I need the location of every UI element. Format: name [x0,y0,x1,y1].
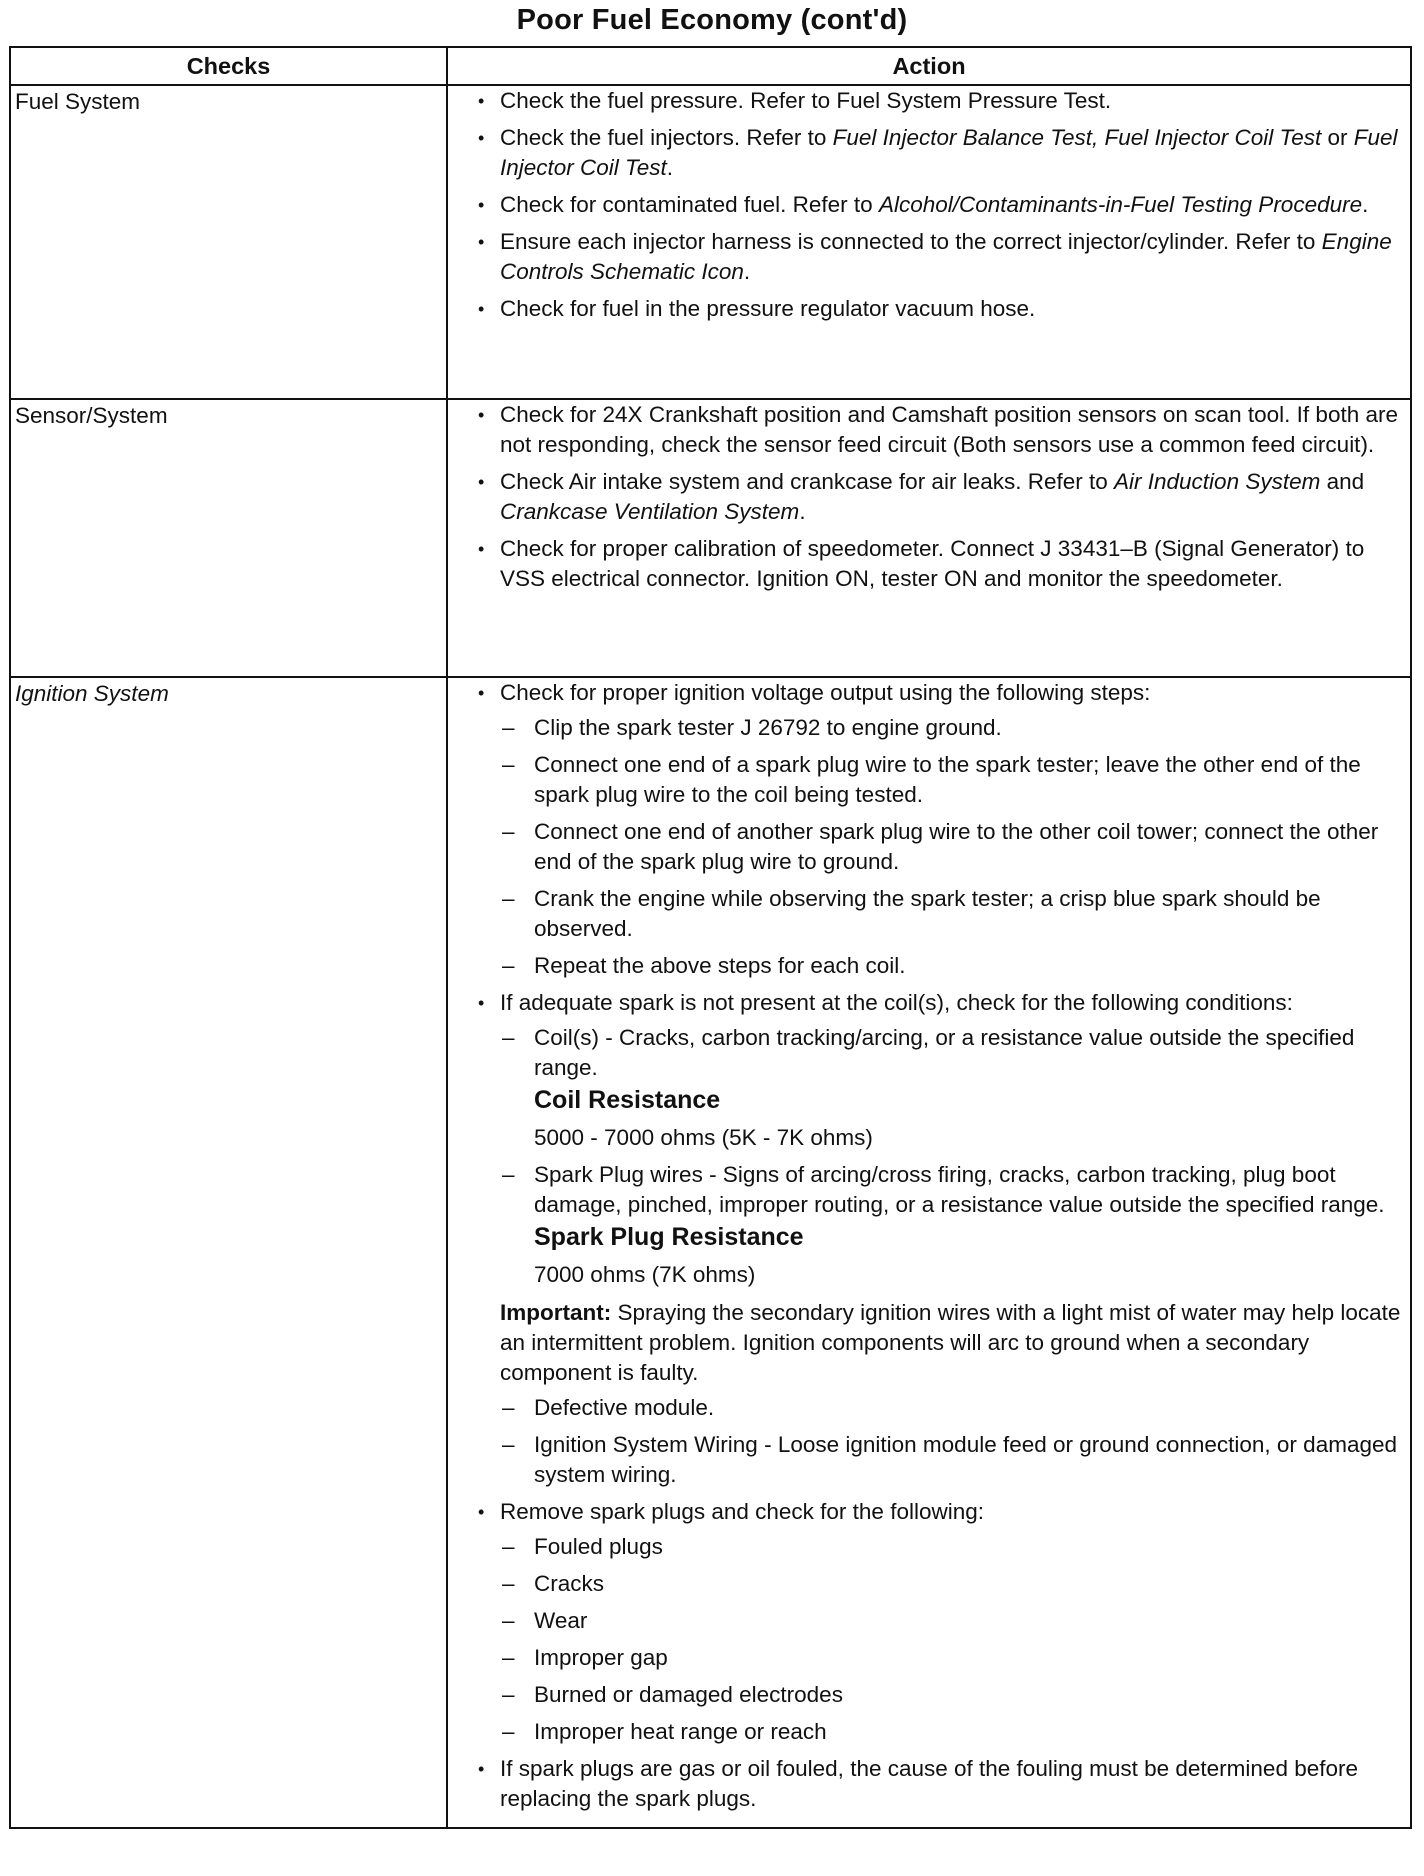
sub-step [500,1023,1406,1153]
action-item [478,1754,1406,1814]
action-text: Ensure each injector harness is connected to the correct injector/cylinder. Refer to [500,229,1322,254]
sub-step: – Connect one end of another spark plug wire to the other coil tower; connect the other end of the spark plug wire to ground. [500,817,1406,877]
action-cell-ignition-system [447,677,1411,1828]
action-list [478,86,1406,324]
sub-step-list [500,1393,1406,1490]
action-text: Check the fuel pressure. Refer to Fuel System Pressure Test. [500,88,1112,113]
action-text: Check for proper ignition voltage output using the following steps: [500,680,1151,705]
action-cell-fuel-system [447,85,1411,399]
action-text: Check the fuel injectors. Refer to [500,125,833,150]
sub-step-list [500,1532,1406,1747]
action-item [478,227,1406,287]
action-text: Check for 24X Crankshaft position and Camshaft position sensors on scan tool. If both are not responding, check the sensor feed circuit (Both sensors use a common feed circuit). [500,402,1398,457]
action-item [478,534,1406,594]
action-text: . [1362,192,1369,217]
action-text: Check Air intake system and crankcase for air leaks. Refer to [500,469,1115,494]
action-text: Check for proper calibration of speedometer. Connect J 33431–B (Signal Generator) to VSS electrical connector. Ignition ON, tester ON and monitor the speedometer. [500,536,1365,591]
coil-resistance-value: 5000 - 7000 ohms (5K - 7K ohms) [534,1125,873,1150]
action-text: or [1321,125,1354,150]
action-item [478,1497,1406,1747]
important-note [500,1298,1406,1388]
check-cell-ignition-system: Ignition System [10,677,447,1828]
sub-step: – Defective module. [500,1393,1406,1423]
page-title: Poor Fuel Economy (cont'd) [516,4,908,36]
sub-step [500,1160,1406,1290]
table-row-sensor-system [10,399,1411,677]
sub-step-text: Spark Plug wires - Signs of arcing/cross firing, cracks, carbon tracking, plug boot damage, pinched, improper routing, or a resistance value outside the specified range. [534,1162,1385,1217]
action-text: If adequate spark is not present at the coil(s), check for the following conditions: [500,990,1293,1015]
spark-plug-resistance-value: 7000 ohms (7K ohms) [534,1262,756,1287]
table-row-ignition-system [10,677,1411,1828]
action-item [478,400,1406,460]
action-text: . [743,259,751,284]
reference-text: Alcohol/Contaminants-in-Fuel Testing Procedure [878,192,1363,217]
action-text: Check for fuel in the pressure regulator vacuum hose. [500,296,1036,321]
action-item [478,86,1406,116]
coil-resistance-heading: Coil Resistance [534,1086,721,1114]
action-cell-sensor-system [447,399,1411,677]
sub-step: – Improper gap [500,1643,1406,1673]
sub-step-text: Coil(s) - Cracks, carbon tracking/arcing, or a resistance value outside the specified range. [534,1025,1355,1080]
action-text: Remove spark plugs and check for the following: [500,1499,985,1524]
action-item [478,678,1406,981]
sub-step-list [500,713,1406,981]
reference-text: Air Induction System [1114,469,1321,494]
action-list [478,678,1406,1814]
action-text: . [666,155,674,180]
sub-step: – Ignition System Wiring - Loose ignition module feed or ground connection, or damaged system wiring. [500,1430,1406,1490]
action-text: If spark plugs are gas or oil fouled, the cause of the fouling must be determined before replacing the spark plugs. [500,1756,1359,1811]
sub-step: – Crank the engine while observing the spark tester; a crisp blue spark should be observed. [500,884,1406,944]
reference-text: Fuel Injector Coil Test [500,125,1398,180]
reference-text: Engine Controls Schematic Icon [500,229,1392,284]
reference-text: Fuel Injector Balance Test, Fuel Injector Coil Test [832,125,1322,150]
sub-step: – Connect one end of a spark plug wire to the spark tester; leave the other end of the spark plug wire to the coil being tested. [500,750,1406,810]
action-item [478,190,1406,220]
important-label: Important: [500,1300,612,1325]
action-list [478,400,1406,594]
action-text: Check for contaminated fuel. Refer to [500,192,879,217]
action-text: and [1320,469,1365,494]
reference-text: Crankcase Ventilation System [500,499,800,524]
sub-step: – Wear [500,1606,1406,1636]
action-item [478,123,1406,183]
sub-step: – Clip the spark tester J 26792 to engine ground. [500,713,1406,743]
sub-step: – Cracks [500,1569,1406,1599]
table-row-fuel-system [10,85,1411,399]
action-text: . [799,499,806,524]
important-text: Spraying the secondary ignition wires with a light mist of water may help locate an intermittent problem. Ignition components will arc to ground when a secondary component is faulty. [500,1300,1401,1385]
action-item [478,988,1406,1490]
sub-step: – Improper heat range or reach [500,1717,1406,1747]
checks-column-header: Checks [10,47,447,85]
sub-step: – Repeat the above steps for each coil. [500,951,1406,981]
check-cell-fuel-system: Fuel System [10,85,447,399]
table-header-row [10,47,1411,85]
action-item [478,467,1406,527]
sub-step-list [500,1023,1406,1290]
sub-step: – Fouled plugs [500,1532,1406,1562]
diagnostic-table [9,46,1412,1829]
action-column-header: Action [447,47,1411,85]
spark-plug-resistance-heading: Spark Plug Resistance [534,1223,804,1251]
sub-step: – Burned or damaged electrodes [500,1680,1406,1710]
check-cell-sensor-system: Sensor/System [10,399,447,677]
action-item [478,294,1406,324]
